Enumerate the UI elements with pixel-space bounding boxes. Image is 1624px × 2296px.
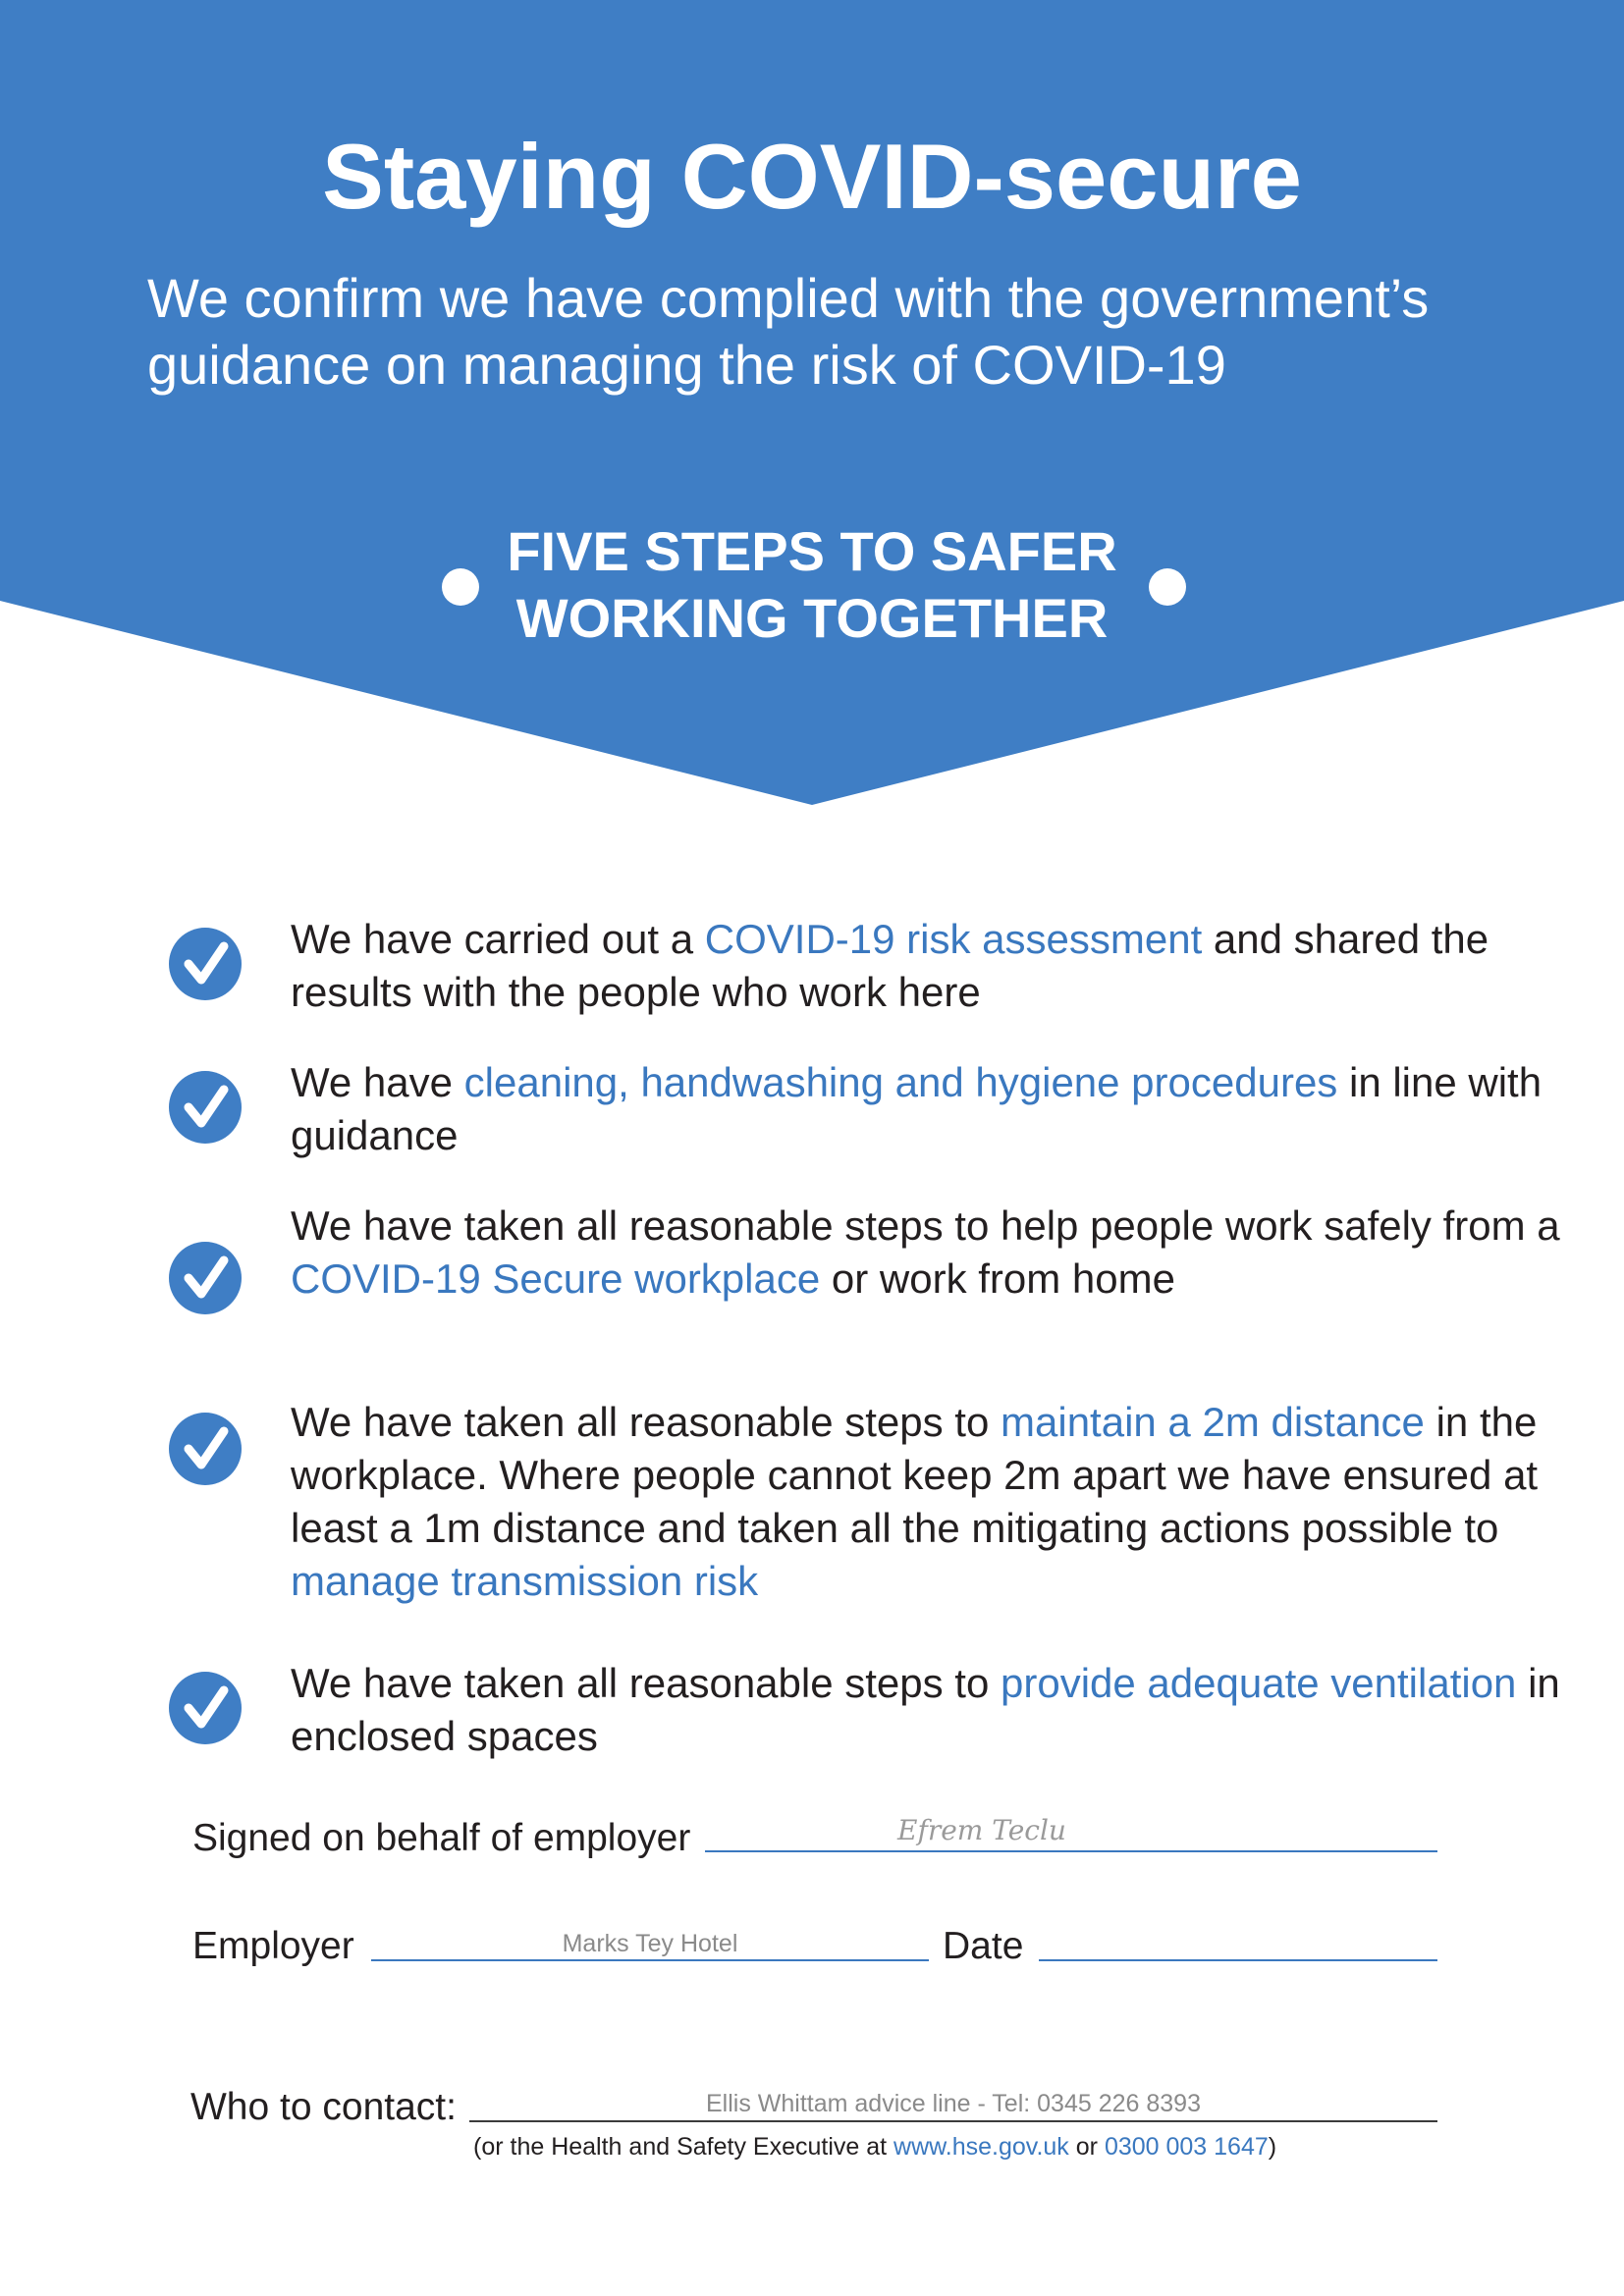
step-link[interactable]: manage transmission risk	[291, 1558, 759, 1604]
bullet-dot-right	[1149, 568, 1186, 606]
page-title: Staying COVID-secure	[322, 125, 1302, 228]
employer-label: Employer	[192, 1925, 354, 1967]
hse-phone-link[interactable]: 0300 003 1647	[1104, 2133, 1269, 2161]
step-text: We have taken all reasonable steps to maintain a 2m distance in the workplace. Where people cannot keep 2m apart we have ensured at least a 1m distance and taken all the mitigating actions possible to manage transmission risk	[291, 1399, 1539, 1604]
check-icon	[169, 1672, 242, 1744]
hse-website-link[interactable]: www.hse.gov.uk	[893, 2133, 1069, 2161]
contact-field[interactable]	[469, 2120, 1437, 2122]
check-icon	[169, 1242, 242, 1314]
hse-note: (or the Health and Safety Executive at www.hse.gov.uk or 0300 003 1647)	[473, 2133, 1277, 2161]
page-subtitle	[147, 265, 1522, 399]
steps-heading-line-2: WORKING TOGETHER	[515, 587, 1109, 649]
step-link[interactable]: maintain a 2m distance	[1001, 1399, 1425, 1445]
date-label: Date	[943, 1925, 1024, 1967]
signature-value: Efrem Teclu	[897, 1814, 1066, 1846]
date-field[interactable]	[1039, 1959, 1437, 1961]
signature-field[interactable]	[705, 1850, 1437, 1852]
steps-heading	[412, 518, 1212, 652]
step-link[interactable]: provide adequate ventilation	[1001, 1660, 1517, 1706]
step-text: We have taken all reasonable steps to provide adequate ventilation in enclosed spaces	[291, 1660, 1560, 1759]
step-link[interactable]: COVID-19 Secure workplace	[291, 1255, 821, 1302]
step-text: We have taken all reasonable steps to help people work safely from a COVID-19 Secure workplace or work from home	[291, 1202, 1560, 1302]
step-link[interactable]: cleaning, handwashing and hygiene procedures	[463, 1059, 1338, 1105]
steps-heading-line-1: FIVE STEPS TO SAFER	[507, 520, 1117, 582]
check-icon	[169, 928, 242, 1000]
contact-label: Who to contact:	[190, 2086, 457, 2128]
subtitle-line-2: guidance on managing the risk of COVID-19	[147, 334, 1226, 396]
step-text: We have cleaning, handwashing and hygiene procedures in line with guidance	[291, 1059, 1543, 1158]
employer-field[interactable]	[371, 1959, 929, 1961]
check-icon	[169, 1413, 242, 1485]
employer-value: Marks Tey Hotel	[562, 1930, 738, 1957]
signed-label: Signed on behalf of employer	[192, 1817, 691, 1859]
contact-value: Ellis Whittam advice line - Tel: 0345 226 8393	[706, 2090, 1201, 2117]
step-link[interactable]: COVID-19 risk assessment	[704, 916, 1203, 962]
check-icon	[169, 1071, 242, 1144]
subtitle-line-1: We confirm we have complied with the government’s	[147, 267, 1430, 329]
step-text: We have carried out a COVID-19 risk assessment and shared the results with the people who work here	[291, 916, 1489, 1015]
